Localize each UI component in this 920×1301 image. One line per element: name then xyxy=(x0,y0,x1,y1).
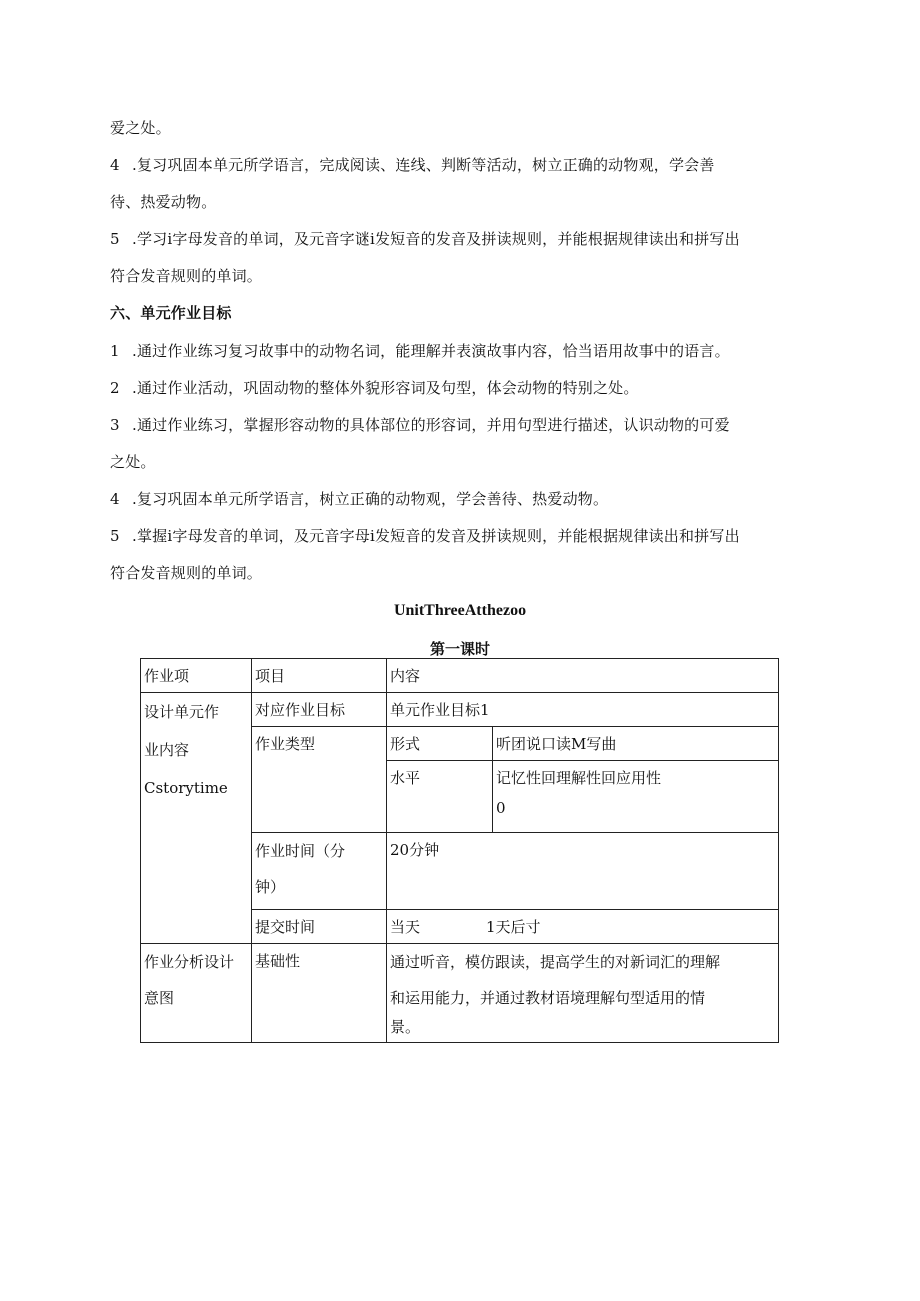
analysis-item: 基础性 xyxy=(252,944,387,1043)
design-content-line: 设计单元作 xyxy=(144,703,220,721)
goal-line xyxy=(110,563,810,583)
paragraph-text: 符合发音规则的单词。 xyxy=(110,267,263,285)
form-value: 听团说口读M写曲 xyxy=(493,727,779,761)
form-label: 形式 xyxy=(387,727,493,761)
analysis-label-line: 意图 xyxy=(144,989,175,1007)
goal-number: 5 xyxy=(110,527,120,545)
level-value xyxy=(493,761,779,833)
submit-value xyxy=(387,910,779,944)
time-label-line: 钟） xyxy=(255,878,286,896)
goal-line xyxy=(110,378,810,398)
paragraph-line xyxy=(110,155,810,175)
header-content: 内容 xyxy=(387,659,779,693)
submit-value-today: 当天 xyxy=(390,918,421,936)
level-value-line: 0 xyxy=(496,799,506,817)
paragraph-line xyxy=(110,192,810,212)
time-value: 20分钟 xyxy=(387,833,779,910)
goal-text: .通过作业练习复习故事中的动物名词，能理解并表演故事内容，恰当语用故事中的语言。 xyxy=(132,342,730,360)
level-value-line: 记忆性回理解性回应用性 xyxy=(496,769,662,787)
lesson-title: 第一课时 xyxy=(429,640,490,658)
type-label: 作业类型 xyxy=(252,727,387,833)
goal-text: .通过作业活动，巩固动物的整体外貌形容词及句型，体会动物的特别之处。 xyxy=(132,379,639,397)
goal-text: .掌握i字母发音的单词，及元音字母i发短音的发音及拼读规则，并能根据规律读出和拼写出 xyxy=(132,527,740,545)
header-item: 作业项 xyxy=(141,659,252,693)
analysis-text-line: 景。 xyxy=(390,1018,421,1036)
goal-text: 符合发音规则的单词。 xyxy=(110,564,263,582)
goal-text: .复习巩固本单元所学语言，树立正确的动物观，学会善待、热爱动物。 xyxy=(132,490,609,508)
level-label: 水平 xyxy=(387,761,493,833)
target-label: 对应作业目标 xyxy=(252,693,387,727)
goal-line xyxy=(110,526,810,546)
analysis-text-line: 通过听音，模仿跟读，提高学生的对新词汇的理解 xyxy=(390,953,721,971)
goal-line xyxy=(110,415,810,435)
submit-value-later: 1天后寸 xyxy=(486,918,541,936)
analysis-text-line: 和运用能力，并通过教材语境理解句型适用的情 xyxy=(390,989,706,1007)
goal-number: 3 xyxy=(110,416,120,434)
goal-text: 之处。 xyxy=(110,453,156,471)
paragraph-line xyxy=(110,118,810,138)
design-content-line: 业内容 xyxy=(144,741,190,759)
goal-number: 2 xyxy=(110,379,120,397)
time-label-line: 作业时间（分 xyxy=(255,842,346,860)
design-content-line: Cstorytime xyxy=(144,779,228,797)
goal-number: 4 xyxy=(110,490,120,508)
paragraph-text: .学习i字母发音的单词，及元音字谜i发短音的发音及拼读规则，并能根据规律读出和拼写出 xyxy=(132,230,740,248)
design-content-cell xyxy=(141,693,252,944)
paragraph-number: 5 xyxy=(110,230,120,248)
section-heading: 六、单元作业目标 xyxy=(110,304,232,322)
goal-line xyxy=(110,452,810,472)
homework-table xyxy=(140,658,779,1043)
unit-title: UnitThreeAtthezoo xyxy=(393,602,527,619)
table-row xyxy=(141,693,779,727)
time-label xyxy=(252,833,387,910)
paragraph-text: 爱之处。 xyxy=(110,119,171,137)
paragraph-text: 待、热爱动物。 xyxy=(110,193,217,211)
analysis-text xyxy=(387,944,779,1043)
paragraph-text: .复习巩固本单元所学语言，完成阅读、连线、判断等活动，树立正确的动物观，学会善 xyxy=(132,156,715,174)
submit-label: 提交时间 xyxy=(252,910,387,944)
table-row xyxy=(141,659,779,693)
goal-text: .通过作业练习，掌握形容动物的具体部位的形容词，并用句型进行描述，认识动物的可爱 xyxy=(132,416,730,434)
header-project: 项目 xyxy=(252,659,387,693)
paragraph-number: 4 xyxy=(110,156,120,174)
analysis-label-line: 作业分析设计 xyxy=(144,953,235,971)
analysis-label xyxy=(141,944,252,1043)
goal-number: 1 xyxy=(110,342,120,360)
paragraph-line xyxy=(110,229,810,249)
paragraph-line xyxy=(110,266,810,286)
goal-line xyxy=(110,341,810,361)
goal-line xyxy=(110,489,810,509)
target-value: 单元作业目标1 xyxy=(387,693,779,727)
table-row xyxy=(141,944,779,1043)
